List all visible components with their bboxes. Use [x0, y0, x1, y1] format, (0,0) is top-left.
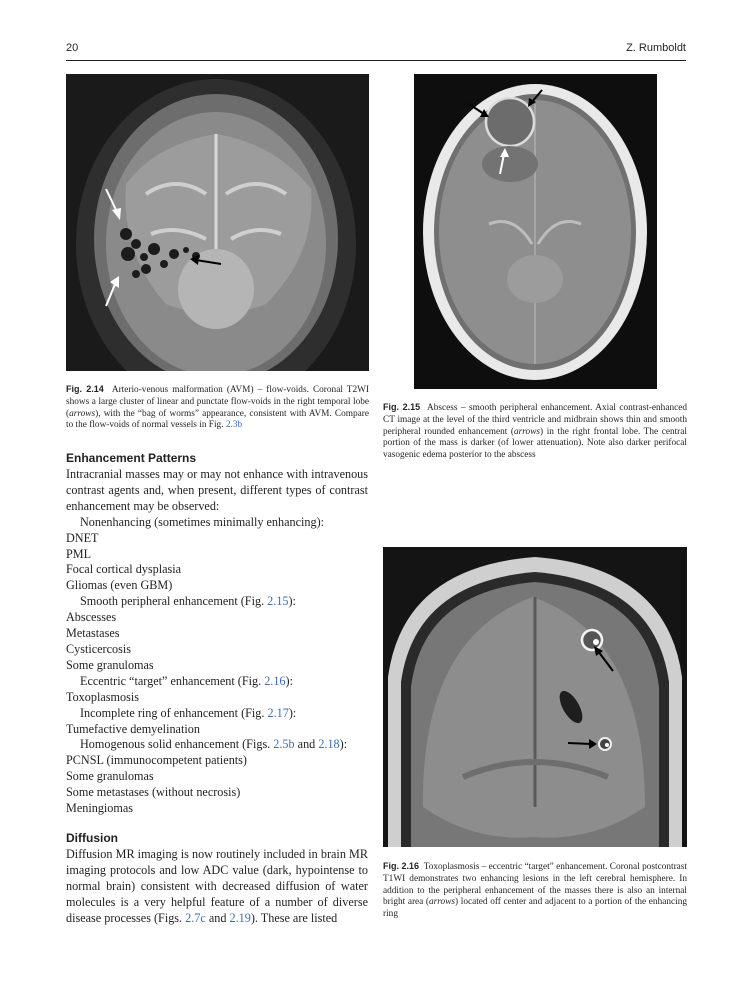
figure-reference-link[interactable]: 2.18 [318, 737, 340, 752]
figure-reference-link[interactable]: 2.7c [185, 910, 206, 925]
group-title: Nonenhancing (sometimes minimally enhancing): [80, 514, 325, 529]
diffusion-section-body [66, 847, 368, 927]
list-item: Cysticercosis [66, 641, 131, 656]
figure-reference-link[interactable]: 2.16 [264, 673, 286, 688]
running-author: Z. Rumboldt [626, 42, 686, 54]
figure-2-16-caption: Fig. 2.16 Toxoplasmosis – eccentric “target” enhancement. Coronal postcontrast T1WI demonstrates two enhancing lesions in the left cerebral hemisphere. In addition to the peripheral enhancement of the masses there is also an internal bright area (arrows) located off center and adjacent to a portion of the enhancing ring [383, 861, 688, 920]
axial-ct-illustration [414, 74, 657, 389]
list-item: Toxoplasmosis [66, 689, 139, 704]
figure-2-14-caption: Fig. 2.14 Arterio-venous malformation (AVM) – flow-voids. Coronal T2WI shows a large cluster of linear and punctate flow-voids in the right temporal lobe (arrows), with the “bag of worms” appearance, consistent with AVM. Compare to the flow-voids of normal vessels in Fig. 2.3b [66, 384, 369, 431]
section-heading-diffusion: Diffusion [66, 831, 118, 845]
figure-reference-link[interactable]: 2.5b [273, 737, 295, 752]
coronal-t1-postcontrast-illustration [383, 547, 687, 847]
figure-2-15-caption: Fig. 2.15 Abscess – smooth peripheral enhancement. Axial contrast-enhanced CT image at the level of the third ventricle and midbrain shows thin and smooth peripheral rounded enhancement (arrows) in the right frontal lobe. The central portion of the mass is darker (of lower attenuation). Note also darker perifocal vasogenic edema posterior to the abscess [383, 402, 687, 461]
figure-reference-link[interactable]: 2.17 [267, 705, 289, 720]
figure-2-14-image [66, 74, 369, 371]
list-item: PML [66, 546, 92, 561]
list-item: Some granulomas [66, 657, 154, 672]
list-item: Metastases [66, 626, 120, 641]
section-heading-enhancement: Enhancement Patterns [66, 451, 197, 465]
enhancement-section-body [66, 467, 368, 817]
group-list [66, 690, 368, 706]
list-item: Tumefactive demyelination [66, 721, 200, 736]
figure-reference-link[interactable]: 2.19 [229, 910, 251, 925]
group-title: Incomplete ring of enhancement (Fig. 2.17): [80, 705, 297, 720]
list-item: Meningiomas [66, 801, 134, 816]
group-list [66, 722, 368, 738]
figure-2-16-image [383, 547, 687, 847]
diffusion-paragraph: Diffusion MR imaging is now routinely included in brain MR imaging protocols and low ADC value (dark, hypointense to normal brain) consistent with decreased diffusion of water molecules is a very helpful feature of a number of diverse disease processes (Figs. 2.7c and 2.19). These are listed [66, 847, 368, 925]
enhancement-intro: Intracranial masses may or may not enhance with intravenous contrast agents and, when present, different types of contrast enhancement may be observed: [66, 467, 368, 513]
group-title: Smooth peripheral enhancement (Fig. 2.15): [80, 594, 296, 609]
list-item: Some metastases (without necrosis) [66, 785, 241, 800]
figure-reference-link[interactable]: 2.3b [225, 420, 243, 431]
group-list [66, 531, 368, 595]
page-number: 20 [66, 42, 79, 54]
running-header [66, 42, 686, 60]
group-list [66, 753, 368, 817]
figure-reference-link[interactable]: 2.15 [267, 594, 289, 609]
figure-2-15-image [414, 74, 657, 389]
list-item: Abscesses [66, 610, 117, 625]
list-item: Focal cortical dysplasia [66, 562, 182, 577]
list-item: DNET [66, 530, 99, 545]
figure-label: Fig. 2.15 [383, 402, 421, 412]
group-title: Eccentric “target” enhancement (Fig. 2.16): [80, 673, 293, 688]
figure-label: Fig. 2.16 [383, 861, 420, 871]
list-item: Some granulomas [66, 769, 154, 784]
group-title: Homogenous solid enhancement (Figs. 2.5b and 2.18): [80, 737, 348, 752]
list-item: Gliomas (even GBM) [66, 578, 173, 593]
list-item: PCNSL (immunocompetent patients) [66, 753, 247, 768]
coronal-t2-mri-illustration [66, 74, 369, 371]
group-list [66, 610, 368, 674]
header-rule [66, 60, 686, 61]
figure-label: Fig. 2.14 [66, 384, 104, 394]
